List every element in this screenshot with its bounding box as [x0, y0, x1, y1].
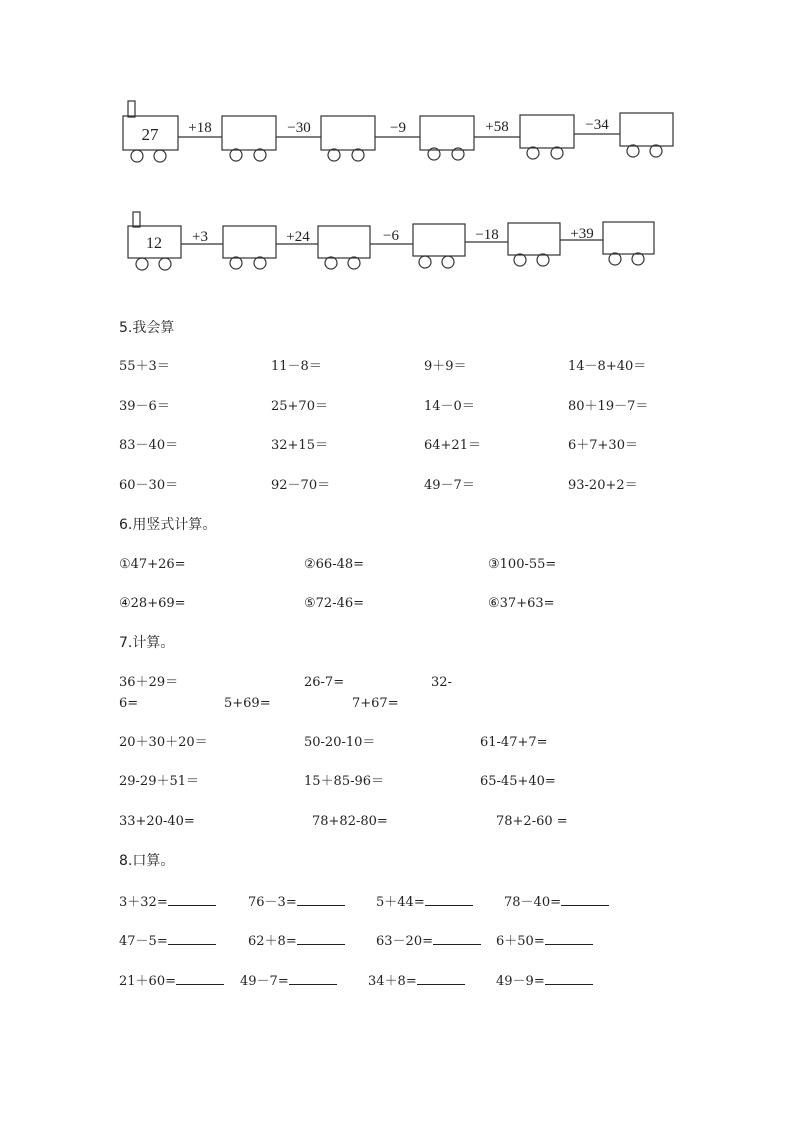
answer-blank[interactable]	[289, 972, 337, 985]
train-1-start-number: 27	[141, 125, 159, 144]
s7-problem: 78+2-60 =	[496, 814, 568, 829]
s8-problem: 3＋32=	[119, 893, 216, 911]
s5-problem: 64+21＝	[424, 438, 481, 453]
s7-problem: 26-7=	[304, 675, 345, 690]
train-2-op-3: −6	[383, 228, 399, 244]
answer-blank[interactable]	[561, 893, 609, 906]
s8-problem: 62＋8=	[248, 932, 345, 950]
s5-problem: 14－0＝	[424, 399, 475, 414]
train-2-op-5: +39	[570, 226, 594, 242]
s8-problem: 21＋60=	[119, 972, 224, 990]
answer-blank[interactable]	[417, 972, 465, 985]
s7-problem: 32-	[431, 675, 452, 690]
train-2-op-2: +24	[286, 229, 310, 245]
train-2-op-4: −18	[475, 227, 499, 243]
s5-problem: 39－6＝	[119, 399, 170, 414]
s5-problem: 14－8+40＝	[568, 359, 647, 374]
s5-problem: 49－7＝	[424, 478, 475, 493]
answer-blank[interactable]	[545, 932, 593, 945]
s8-problem: 5＋44=	[376, 893, 473, 911]
s5-problem: 60－30＝	[119, 478, 179, 493]
s8-problem: 34＋8=	[368, 972, 465, 990]
section-8-title: 8.口算。	[119, 853, 175, 869]
train-1-op-3: −9	[390, 120, 406, 136]
s5-problem: 11－8＝	[271, 359, 322, 374]
s5-problem: 32+15＝	[271, 438, 328, 453]
s6-problem: ③100-55=	[488, 557, 557, 572]
s8-problem: 49－9=	[496, 972, 593, 990]
s5-problem: 9＋9＝	[424, 359, 467, 374]
answer-blank[interactable]	[433, 932, 481, 945]
s5-problem: 83－40＝	[119, 438, 179, 453]
s7-problem: 20＋30＋20＝	[119, 735, 208, 750]
answer-blank[interactable]	[297, 932, 345, 945]
s8-problem: 78－40=	[504, 893, 609, 911]
s5-problem: 25+70＝	[271, 399, 328, 414]
train-2-op-1: +3	[192, 229, 208, 245]
s7-problem: 61-47+7=	[480, 735, 548, 750]
s7-problem: 15＋85-96＝	[304, 774, 385, 789]
s6-problem: ④28+69=	[119, 596, 186, 611]
s6-problem: ⑥37+63=	[488, 596, 555, 611]
s8-problem: 6＋50=	[496, 932, 593, 950]
train-1-op-4: +58	[485, 119, 509, 135]
s8-problem: 49－7=	[240, 972, 337, 990]
s8-problem: 63－20=	[376, 932, 481, 950]
answer-blank[interactable]	[168, 932, 216, 945]
section-7-title: 7.计算。	[119, 635, 175, 651]
answer-blank[interactable]	[297, 893, 345, 906]
train-1-op-5: −34	[585, 117, 609, 133]
train-1-op-2: −30	[287, 120, 311, 136]
section-6-title: 6.用竖式计算。	[119, 517, 217, 533]
s6-problem: ⑤72-46=	[304, 596, 365, 611]
s7-problem: 50-20-10＝	[304, 735, 376, 750]
s6-problem: ①47+26=	[119, 557, 186, 572]
s6-problem: ②66-48=	[304, 557, 365, 572]
answer-blank[interactable]	[168, 893, 216, 906]
s7-problem: 6=	[119, 696, 139, 711]
s7-problem: 65-45+40=	[480, 774, 556, 789]
answer-blank[interactable]	[545, 972, 593, 985]
s7-problem: 7+67=	[352, 696, 399, 711]
s5-problem: 92－70＝	[271, 478, 331, 493]
s8-problem: 76－3=	[248, 893, 345, 911]
s5-problem: 93-20+2＝	[568, 478, 638, 493]
s8-problem: 47－5=	[119, 932, 216, 950]
answer-blank[interactable]	[425, 893, 473, 906]
train-2-start-number: 12	[146, 235, 162, 252]
answer-blank[interactable]	[176, 972, 224, 985]
s5-problem: 55＋3＝	[119, 359, 170, 374]
s7-problem: 78+82-80=	[312, 814, 388, 829]
s7-problem: 36＋29＝	[119, 675, 179, 690]
s7-problem: 33+20-40=	[119, 814, 195, 829]
s7-problem: 5+69=	[224, 696, 271, 711]
s5-problem: 6＋7+30＝	[568, 438, 638, 453]
s7-problem: 29-29＋51＝	[119, 774, 200, 789]
train-1-op-1: +18	[188, 120, 212, 136]
section-5-title: 5.我会算	[119, 320, 175, 336]
train-diagrams	[0, 0, 794, 300]
s5-problem: 80＋19－7＝	[568, 399, 649, 414]
